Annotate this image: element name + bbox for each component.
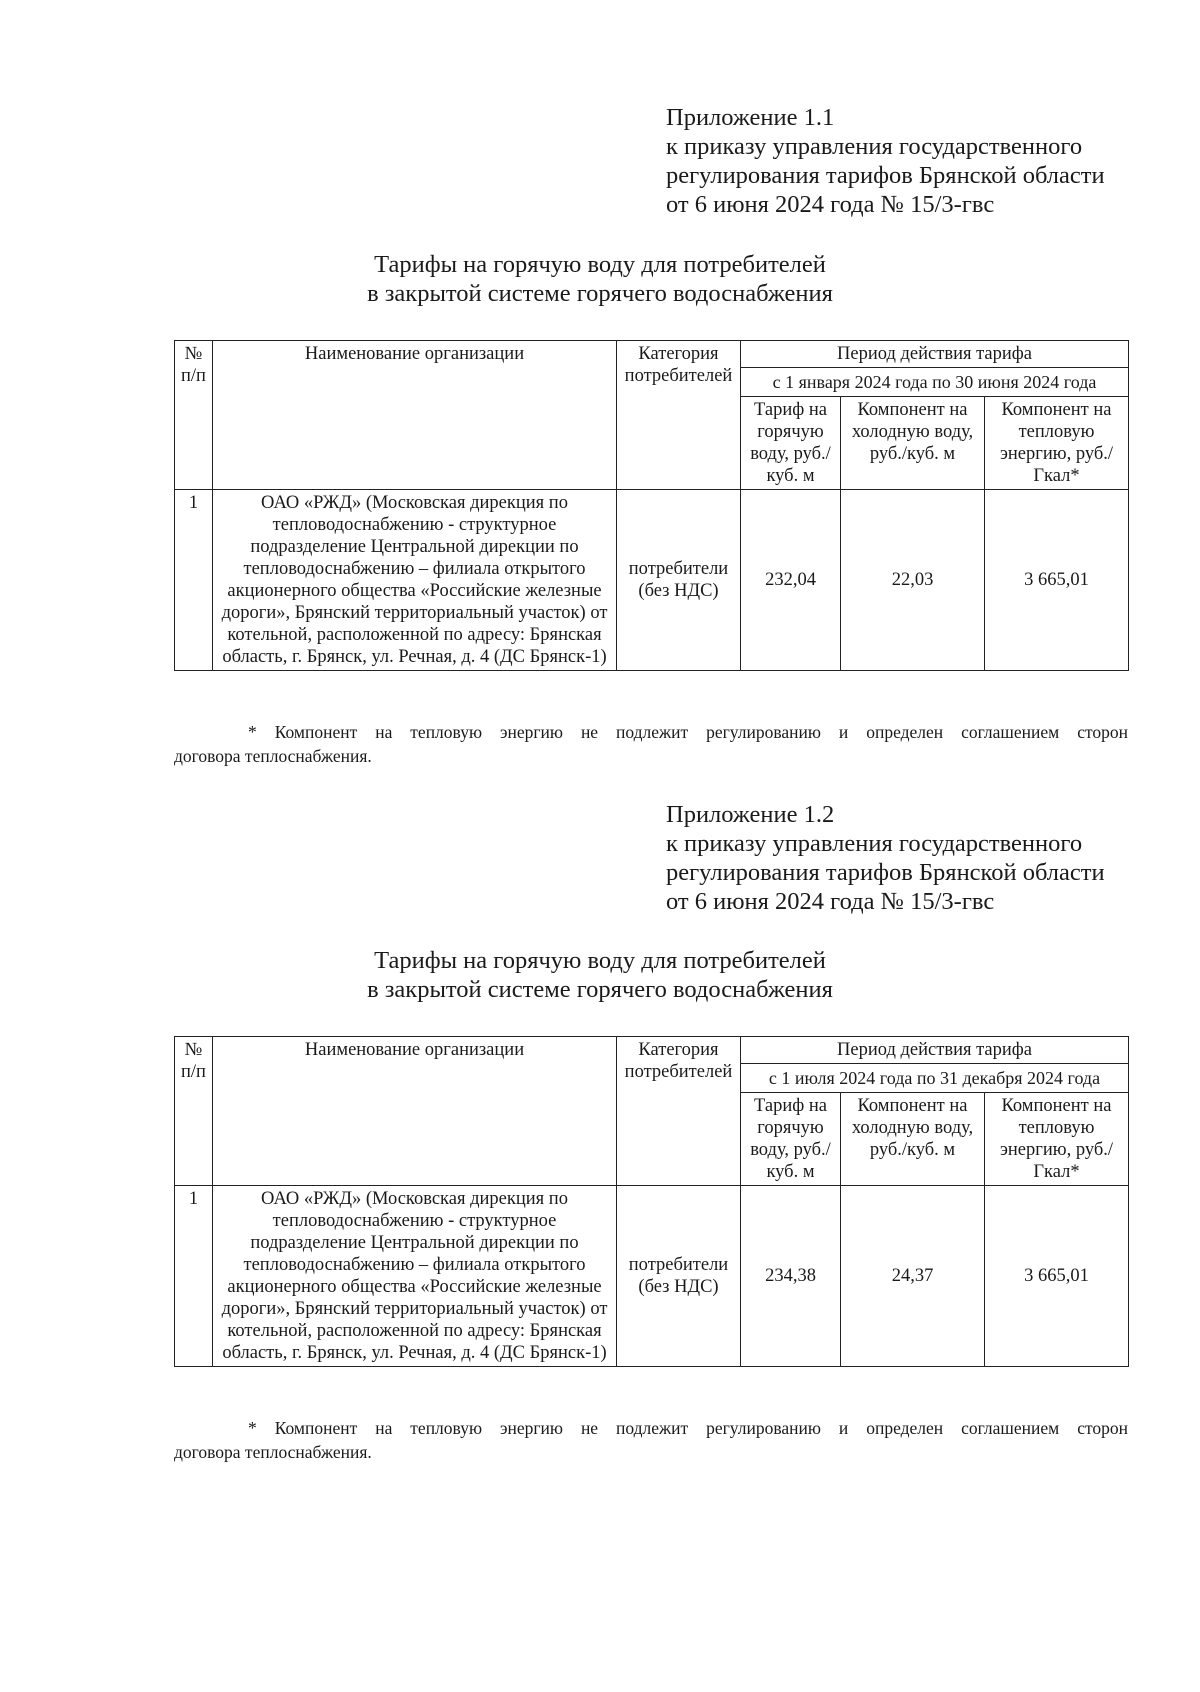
column-header-cold-water: Компонент на холодную воду, руб./куб. м: [841, 1093, 985, 1186]
table-header-row: [175, 341, 1129, 368]
table-header-row: [175, 1037, 1129, 1064]
title-line: в закрытой системе горячего водоснабжения: [367, 280, 833, 307]
title-line: Тарифы на горячую воду для потребителей: [374, 947, 826, 974]
appendix-header-2: [666, 800, 1166, 916]
order-date: от 6 июня 2024 года № 15/3-гвс: [666, 191, 995, 218]
heat-energy-value: 3 665,01: [985, 1186, 1129, 1367]
footnote-text: * Компонент на тепловую энергию не подлежит регулированию и определен соглашением сторон: [248, 1418, 1128, 1438]
column-header-category: Категория потребителей: [617, 341, 741, 490]
tariff-table-2: [174, 1036, 1129, 1367]
column-header-period-group: Период действия тарифа: [741, 1037, 1129, 1064]
footnote-2: [174, 1416, 1128, 1464]
column-header-tariff: Тариф на горячую воду, руб./куб. м: [741, 1093, 841, 1186]
footnote-text: договора теплоснабжения.: [174, 746, 372, 766]
order-authority: регулирования тарифов Брянской области: [666, 859, 1105, 886]
column-header-category: Категория потребителей: [617, 1037, 741, 1186]
order-date: от 6 июня 2024 года № 15/3-гвс: [666, 888, 995, 915]
row-number: 1: [175, 1186, 213, 1367]
table-row: [175, 1186, 1129, 1367]
heat-energy-value: 3 665,01: [985, 490, 1129, 671]
table-title-2: [0, 946, 1200, 1004]
organization-name: ОАО «РЖД» (Московская дирекция по тепловодоснабжению - структурное подразделение Центральной дирекции по тепловодоснабжению – филиала открытого акционерного общества «Российские железные дороги», Брянский территориальный участок) от котельной, расположенной по адресу: Брянская область, г. Брянск, ул. Речная, д. 4 (ДС Брянск-1): [213, 490, 617, 671]
table-title-1: [0, 250, 1200, 308]
column-header-organization: Наименование организации: [213, 341, 617, 490]
order-reference: к приказу управления государственного: [666, 830, 1083, 857]
footnote-1: [174, 720, 1128, 768]
consumer-category: потребители (без НДС): [617, 1186, 741, 1367]
footnote-text: договора теплоснабжения.: [174, 1442, 372, 1462]
table-row: [175, 490, 1129, 671]
tariff-value: 232,04: [741, 490, 841, 671]
appendix-header-1: [666, 103, 1166, 219]
footnote-text: * Компонент на тепловую энергию не подлежит регулированию и определен соглашением сторон: [248, 722, 1128, 742]
column-header-heat-energy: Компонент на тепловую энергию, руб./Гкал*: [985, 397, 1129, 490]
column-header-heat-energy: Компонент на тепловую энергию, руб./Гкал*: [985, 1093, 1129, 1186]
cold-water-value: 24,37: [841, 1186, 985, 1367]
column-header-number: № п/п: [175, 341, 213, 490]
appendix-number: Приложение 1.2: [666, 801, 835, 828]
column-header-number: № п/п: [175, 1037, 213, 1186]
tariff-table-1: [174, 340, 1129, 671]
column-header-cold-water: Компонент на холодную воду, руб./куб. м: [841, 397, 985, 490]
period-range: с 1 января 2024 года по 30 июня 2024 года: [741, 368, 1129, 397]
column-header-tariff: Тариф на горячую воду, руб./куб. м: [741, 397, 841, 490]
appendix-number: Приложение 1.1: [666, 104, 835, 131]
consumer-category: потребители (без НДС): [617, 490, 741, 671]
column-header-organization: Наименование организации: [213, 1037, 617, 1186]
cold-water-value: 22,03: [841, 490, 985, 671]
title-line: в закрытой системе горячего водоснабжения: [367, 976, 833, 1003]
order-authority: регулирования тарифов Брянской области: [666, 162, 1105, 189]
order-reference: к приказу управления государственного: [666, 133, 1083, 160]
period-range: с 1 июля 2024 года по 31 декабря 2024 года: [741, 1064, 1129, 1093]
row-number: 1: [175, 490, 213, 671]
title-line: Тарифы на горячую воду для потребителей: [374, 251, 826, 278]
tariff-value: 234,38: [741, 1186, 841, 1367]
organization-name: ОАО «РЖД» (Московская дирекция по тепловодоснабжению - структурное подразделение Центральной дирекции по тепловодоснабжению – филиала открытого акционерного общества «Российские железные дороги», Брянский территориальный участок) от котельной, расположенной по адресу: Брянская область, г. Брянск, ул. Речная, д. 4 (ДС Брянск-1): [213, 1186, 617, 1367]
column-header-period-group: Период действия тарифа: [741, 341, 1129, 368]
